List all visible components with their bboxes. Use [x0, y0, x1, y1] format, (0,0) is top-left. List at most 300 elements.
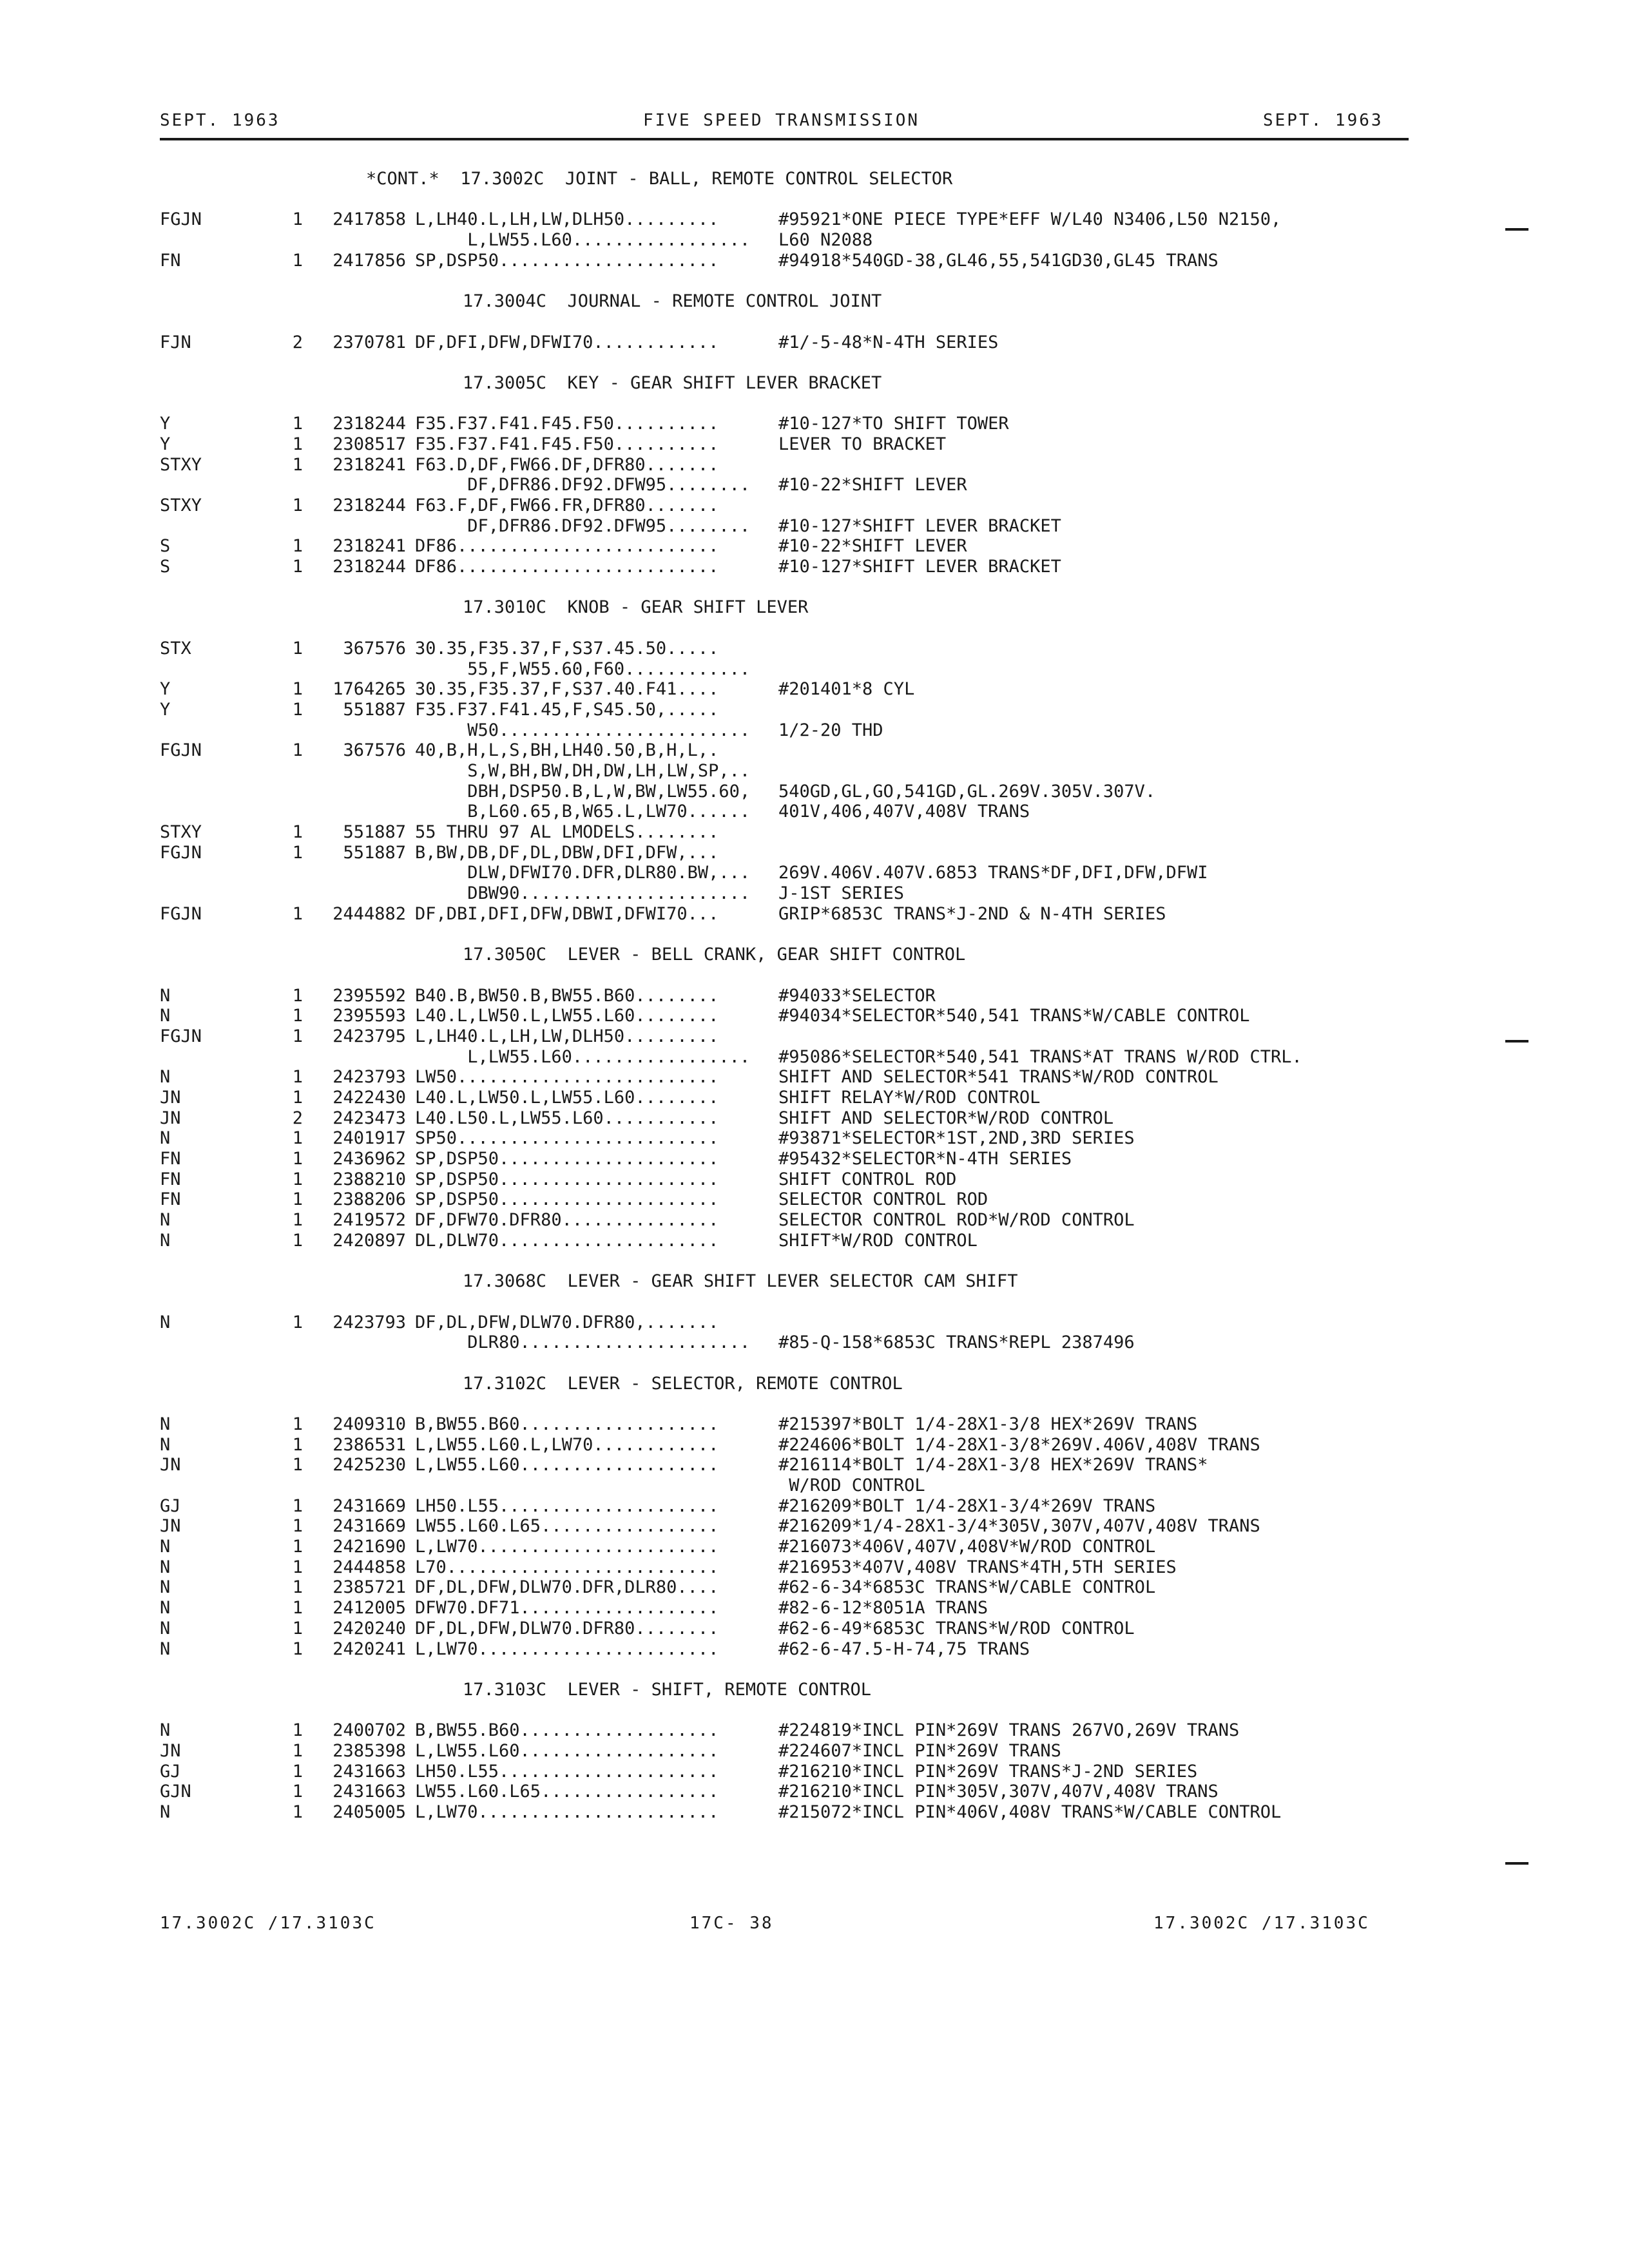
remarks: W/ROD CONTROL — [778, 1475, 925, 1495]
model-code: N — [160, 1618, 171, 1639]
part-number: 2431663 — [333, 1761, 406, 1782]
quantity: 1 — [292, 1026, 303, 1046]
application: F63.D,DF,FW66.DF,DFR80....... — [415, 454, 719, 475]
part-entry — [0, 1149, 1629, 1169]
quantity: 2 — [292, 332, 303, 352]
application: DF86......................... — [415, 536, 719, 557]
model-code: JN — [160, 1108, 181, 1128]
application: F35.F37.F41.45,F,S45.50,..... — [415, 699, 719, 720]
application: B,BW55.B60................... — [415, 1720, 719, 1741]
application: DL,DLW70..................... — [415, 1230, 719, 1251]
application: L,LH40.L,LH,LW,DLH50......... — [415, 1026, 719, 1046]
part-entry — [0, 659, 1629, 680]
section-heading-text: 17.3068C LEVER - GEAR SHIFT LEVER SELECTOR CAM SHIFT — [463, 1271, 1018, 1292]
part-entry — [0, 986, 1629, 1006]
part-entry — [0, 1762, 1629, 1782]
part-number: 2444858 — [333, 1557, 406, 1577]
model-code: JN — [160, 1740, 181, 1761]
quantity: 1 — [292, 1720, 303, 1741]
part-number: 551887 — [343, 699, 406, 720]
part-entry — [0, 802, 1629, 822]
model-code: N — [160, 1006, 171, 1026]
model-code: N — [160, 1802, 171, 1822]
application: L,LW55.L60................. — [415, 1046, 751, 1067]
part-number: 2388210 — [333, 1169, 406, 1189]
application: LW55.L60.L65................. — [415, 1782, 719, 1802]
model-code: FN — [160, 1149, 181, 1169]
part-entry — [0, 822, 1629, 843]
application: DF,DFR86.DF92.DFW95........ — [415, 475, 751, 495]
model-code: Y — [160, 434, 171, 454]
section-heading-text: 17.3010C KNOB - GEAR SHIFT LEVER — [463, 597, 809, 618]
part-number: 2417856 — [333, 250, 406, 271]
margin-mark — [1505, 1040, 1528, 1043]
part-entry — [0, 843, 1629, 863]
remarks: #216210*INCL PIN*305V,307V,407V,408V TRANS — [778, 1782, 1219, 1802]
part-entry — [0, 679, 1629, 700]
application: 30.35,F35.37,F,S37.40.F41.... — [415, 679, 719, 700]
part-number: 2431669 — [333, 1495, 406, 1516]
remarks: #216953*407V,408V TRANS*4TH,5TH SERIES — [778, 1557, 1177, 1577]
quantity: 1 — [292, 1149, 303, 1169]
application: L,LW55.L60................. — [415, 230, 751, 251]
model-code: N — [160, 1210, 171, 1231]
quantity: 1 — [292, 1782, 303, 1802]
part-entry — [0, 1496, 1629, 1517]
part-number: 367576 — [343, 638, 406, 658]
application: DF,DBI,DFI,DFW,DBWI,DFWI70... — [415, 903, 719, 924]
margin-mark — [1505, 1862, 1528, 1865]
model-code: N — [160, 1128, 171, 1149]
quantity: 1 — [292, 1455, 303, 1475]
header-date-right: SEPT. 1963 — [1263, 111, 1383, 130]
model-code: GJ — [160, 1761, 181, 1782]
quantity: 1 — [292, 679, 303, 700]
model-code: N — [160, 985, 171, 1006]
quantity: 1 — [292, 1761, 303, 1782]
header-date-left: SEPT. 1963 — [160, 111, 280, 130]
part-entry — [0, 455, 1629, 476]
part-entry — [0, 1067, 1629, 1088]
application: L,LW55.L60................... — [415, 1740, 719, 1761]
model-code: JN — [160, 1087, 181, 1108]
quantity: 1 — [292, 1210, 303, 1231]
application: L,LW70....................... — [415, 1802, 719, 1822]
part-number: 2386531 — [333, 1434, 406, 1455]
remarks: 540GD,GL,GO,541GD,GL.269V.305V.307V. — [778, 781, 1156, 802]
part-number: 2412005 — [333, 1598, 406, 1619]
remarks: SELECTOR CONTROL ROD — [778, 1189, 988, 1210]
quantity: 1 — [292, 209, 303, 230]
quantity: 1 — [292, 1067, 303, 1088]
application: L40.L,LW50.L,LW55.L60........ — [415, 1006, 719, 1026]
part-number: 2318244 — [333, 495, 406, 515]
remarks: #216210*INCL PIN*269V TRANS*J-2ND SERIES — [778, 1761, 1198, 1782]
part-entry — [0, 434, 1629, 455]
section-continued-title — [0, 169, 1629, 189]
application: 30.35,F35.37,F,S37.45.50..... — [415, 638, 719, 658]
part-entry — [0, 1639, 1629, 1660]
remarks: #224606*BOLT 1/4-28X1-3/8*269V.406V,408V TRANS — [778, 1434, 1260, 1455]
remarks: #10-22*SHIFT LEVER — [778, 536, 967, 557]
model-code: Y — [160, 699, 171, 720]
model-code: FGJN — [160, 740, 202, 761]
model-code: N — [160, 1577, 171, 1598]
application: W50........................ — [415, 720, 751, 740]
model-code: STXY — [160, 822, 202, 842]
part-entry — [0, 1414, 1629, 1435]
quantity: 1 — [292, 1434, 303, 1455]
part-entry — [0, 495, 1629, 516]
part-entry — [0, 1557, 1629, 1578]
section-heading-text: 17.3103C LEVER - SHIFT, REMOTE CONTROL — [463, 1679, 871, 1700]
application: DF,DFR86.DF92.DFW95........ — [415, 515, 751, 536]
remarks: #10-127*TO SHIFT TOWER — [778, 414, 1009, 434]
application: DF,DL,DFW,DLW70.DFR80........ — [415, 1618, 719, 1639]
part-number: 2436962 — [333, 1149, 406, 1169]
part-number: 2395592 — [333, 985, 406, 1006]
remarks: #94033*SELECTOR — [778, 985, 936, 1006]
part-number: 2409310 — [333, 1414, 406, 1434]
blank-line — [0, 352, 1629, 373]
application: 40,B,H,L,S,BH,LH40.50,B,H,L,. — [415, 740, 719, 761]
section-heading-text: 17.3102C LEVER - SELECTOR, REMOTE CONTROL — [463, 1373, 903, 1394]
application: L,LW55.L60.L,LW70............ — [415, 1434, 719, 1455]
part-entry — [0, 230, 1629, 251]
application: SP,DSP50..................... — [415, 1169, 719, 1189]
application: LH50.L55..................... — [415, 1495, 719, 1516]
application: F35.F37.F41.F45.F50.......... — [415, 414, 719, 434]
application: DF,DFW70.DFR80............... — [415, 1210, 719, 1231]
part-entry — [0, 1312, 1629, 1333]
remarks: GRIP*6853C TRANS*J-2ND & N-4TH SERIES — [778, 903, 1166, 924]
application: S,W,BH,BW,DH,DW,LH,LW,SP,.. — [415, 760, 751, 781]
part-number: 2308517 — [333, 434, 406, 454]
model-code: JN — [160, 1516, 181, 1537]
application: SP,DSP50..................... — [415, 1189, 719, 1210]
part-number: 2318244 — [333, 557, 406, 577]
quantity: 2 — [292, 1108, 303, 1128]
blank-line — [0, 1700, 1629, 1721]
model-code: FJN — [160, 332, 191, 352]
model-code: N — [160, 1230, 171, 1251]
section-title — [0, 945, 1629, 965]
part-entry — [0, 1455, 1629, 1475]
model-code: N — [160, 1312, 171, 1332]
remarks: #94918*540GD-38,GL46,55,541GD30,GL45 TRANS — [778, 250, 1219, 271]
part-entry — [0, 883, 1629, 904]
section-heading-text: 17.3050C LEVER - BELL CRANK, GEAR SHIFT CONTROL — [463, 945, 966, 965]
parts-list — [0, 169, 1629, 1823]
quantity: 1 — [292, 434, 303, 454]
part-entry — [0, 1475, 1629, 1496]
remarks: #62-6-49*6853C TRANS*W/ROD CONTROL — [778, 1618, 1135, 1639]
part-entry — [0, 1435, 1629, 1456]
part-number: 551887 — [343, 842, 406, 863]
remarks: #85-Q-158*6853C TRANS*REPL 2387496 — [778, 1332, 1135, 1353]
application: B,BW55.B60................... — [415, 1414, 719, 1434]
part-entry — [0, 1128, 1629, 1149]
remarks: #95432*SELECTOR*N-4TH SERIES — [778, 1149, 1072, 1169]
remarks: #1/-5-48*N-4TH SERIES — [778, 332, 999, 352]
quantity: 1 — [292, 414, 303, 434]
remarks: #216209*BOLT 1/4-28X1-3/4*269V TRANS — [778, 1495, 1156, 1516]
quantity: 1 — [292, 1557, 303, 1577]
remarks: 401V,406,407V,408V TRANS — [778, 802, 1030, 822]
section-heading-text: 17.3005C KEY - GEAR SHIFT LEVER BRACKET — [463, 372, 882, 393]
model-code: N — [160, 1598, 171, 1619]
part-entry — [0, 863, 1629, 883]
quantity: 1 — [292, 1414, 303, 1434]
part-number: 2401917 — [333, 1128, 406, 1149]
blank-line — [0, 1292, 1629, 1312]
section-title — [0, 291, 1629, 312]
model-code: GJ — [160, 1495, 181, 1516]
quantity: 1 — [292, 250, 303, 271]
section-title — [0, 1374, 1629, 1394]
application: B,BW,DB,DF,DL,DBW,DFI,DFW,... — [415, 842, 719, 863]
application: DLR80...................... — [415, 1332, 751, 1353]
part-entry — [0, 516, 1629, 537]
model-code: Y — [160, 679, 171, 700]
remarks: #62-6-34*6853C TRANS*W/CABLE CONTROL — [778, 1577, 1156, 1598]
part-number: 2420240 — [333, 1618, 406, 1639]
model-code: FN — [160, 1189, 181, 1210]
quantity: 1 — [292, 1618, 303, 1639]
part-entry — [0, 1802, 1629, 1823]
quantity: 1 — [292, 557, 303, 577]
part-entry — [0, 1231, 1629, 1251]
application: DLW,DFWI70.DFR,DLR80.BW,... — [415, 863, 751, 883]
remarks: #95921*ONE PIECE TYPE*EFF W/L40 N3406,L50 N2150, — [778, 209, 1282, 230]
quantity: 1 — [292, 1006, 303, 1026]
section-title — [0, 1271, 1629, 1292]
quantity: 1 — [292, 740, 303, 761]
remarks: SHIFT RELAY*W/ROD CONTROL — [778, 1087, 1041, 1108]
blank-line — [0, 312, 1629, 332]
remarks: #10-22*SHIFT LEVER — [778, 475, 967, 495]
model-code: S — [160, 536, 171, 557]
part-number: 2431663 — [333, 1782, 406, 1802]
part-number: 2423793 — [333, 1067, 406, 1088]
part-entry — [0, 536, 1629, 557]
model-code: FN — [160, 250, 181, 271]
model-code: Y — [160, 414, 171, 434]
part-entry — [0, 639, 1629, 659]
quantity: 1 — [292, 1537, 303, 1557]
part-number: 2444882 — [333, 903, 406, 924]
quantity: 1 — [292, 1598, 303, 1619]
application: LH50.L55..................... — [415, 1761, 719, 1782]
part-number: 2419572 — [333, 1210, 406, 1231]
part-entry — [0, 720, 1629, 741]
model-code: N — [160, 1639, 171, 1659]
part-number: 367576 — [343, 740, 406, 761]
quantity: 1 — [292, 1312, 303, 1332]
quantity: 1 — [292, 1639, 303, 1659]
application: DFW70.DF71................... — [415, 1598, 719, 1619]
model-code: STXY — [160, 495, 202, 515]
part-number: 2385398 — [333, 1740, 406, 1761]
blank-line — [0, 1659, 1629, 1680]
application: B40.B,BW50.B,BW55.B60........ — [415, 985, 719, 1006]
application: DF,DL,DFW,DLW70.DFR,DLR80.... — [415, 1577, 719, 1598]
part-entry — [0, 782, 1629, 802]
remarks: #216114*BOLT 1/4-28X1-3/8 HEX*269V TRANS* — [778, 1455, 1208, 1475]
section-heading-text: *CONT.* 17.3002C JOINT - BALL, REMOTE CONTROL SELECTOR — [366, 169, 953, 189]
remarks: SHIFT AND SELECTOR*W/ROD CONTROL — [778, 1108, 1114, 1128]
part-entry — [0, 761, 1629, 782]
remarks: SHIFT AND SELECTOR*541 TRANS*W/ROD CONTROL — [778, 1067, 1219, 1088]
part-number: 2420241 — [333, 1639, 406, 1659]
part-number: 2422430 — [333, 1087, 406, 1108]
part-entry — [0, 1189, 1629, 1210]
model-code: FGJN — [160, 842, 202, 863]
part-entry — [0, 740, 1629, 761]
quantity: 1 — [292, 1230, 303, 1251]
part-entry — [0, 1516, 1629, 1537]
remarks: #94034*SELECTOR*540,541 TRANS*W/CABLE CONTROL — [778, 1006, 1250, 1026]
section-title — [0, 1680, 1629, 1700]
remarks: #93871*SELECTOR*1ST,2ND,3RD SERIES — [778, 1128, 1135, 1149]
part-entry — [0, 904, 1629, 925]
application: L,LW55.L60................... — [415, 1455, 719, 1475]
part-number: 2423795 — [333, 1026, 406, 1046]
application: DBW90...................... — [415, 883, 751, 904]
model-code: N — [160, 1557, 171, 1577]
part-number: 2431669 — [333, 1516, 406, 1537]
model-code: FN — [160, 1169, 181, 1189]
application: SP,DSP50..................... — [415, 250, 719, 271]
model-code: GJN — [160, 1782, 191, 1802]
remarks: SHIFT*W/ROD CONTROL — [778, 1230, 978, 1251]
section-title — [0, 373, 1629, 394]
part-entry — [0, 700, 1629, 720]
quantity: 1 — [292, 454, 303, 475]
remarks: SELECTOR CONTROL ROD*W/ROD CONTROL — [778, 1210, 1135, 1231]
model-code: JN — [160, 1455, 181, 1475]
quantity: 1 — [292, 638, 303, 658]
part-number: 2405005 — [333, 1802, 406, 1822]
quantity: 1 — [292, 1802, 303, 1822]
remarks: 1/2-20 THD — [778, 720, 883, 740]
remarks: #82-6-12*8051A TRANS — [778, 1598, 988, 1619]
application: L,LW70....................... — [415, 1537, 719, 1557]
part-number: 2421690 — [333, 1537, 406, 1557]
margin-mark — [1505, 228, 1528, 231]
remarks: LEVER TO BRACKET — [778, 434, 947, 454]
part-entry — [0, 557, 1629, 577]
remarks: #10-127*SHIFT LEVER BRACKET — [778, 515, 1061, 536]
remarks: #224819*INCL PIN*269V TRANS 267VO,269V TRANS — [778, 1720, 1240, 1741]
part-number: 2385721 — [333, 1577, 406, 1598]
blank-line — [0, 271, 1629, 291]
quantity: 1 — [292, 1740, 303, 1761]
quantity: 1 — [292, 1189, 303, 1210]
blank-line — [0, 1251, 1629, 1271]
blank-line — [0, 618, 1629, 639]
model-code: STXY — [160, 454, 202, 475]
quantity: 1 — [292, 495, 303, 515]
blank-line — [0, 1353, 1629, 1374]
application: DF86......................... — [415, 557, 719, 577]
remarks: #62-6-47.5-H-74,75 TRANS — [778, 1639, 1030, 1659]
model-code: STX — [160, 638, 191, 658]
part-number: 2420897 — [333, 1230, 406, 1251]
blank-line — [0, 1394, 1629, 1414]
part-entry — [0, 1741, 1629, 1762]
part-entry — [0, 1598, 1629, 1619]
application: DBH,DSP50.B,L,W,BW,LW55.60, — [415, 781, 751, 802]
quantity: 1 — [292, 985, 303, 1006]
section-title — [0, 597, 1629, 618]
model-code: N — [160, 1537, 171, 1557]
model-code: N — [160, 1720, 171, 1741]
blank-line — [0, 394, 1629, 414]
part-entry — [0, 1720, 1629, 1741]
part-entry — [0, 475, 1629, 495]
application: F35.F37.F41.F45.F50.......... — [415, 434, 719, 454]
application: L,LH40.L,LH,LW,DLH50......... — [415, 209, 719, 230]
blank-line — [0, 965, 1629, 986]
part-number: 2370781 — [333, 332, 406, 352]
application: DF,DFI,DFW,DFWI70............ — [415, 332, 719, 352]
part-number: 2388206 — [333, 1189, 406, 1210]
application: L,LW70....................... — [415, 1639, 719, 1659]
remarks: J-1ST SERIES — [778, 883, 905, 904]
model-code: N — [160, 1067, 171, 1088]
quantity: 1 — [292, 1495, 303, 1516]
part-entry — [0, 1088, 1629, 1108]
remarks: #10-127*SHIFT LEVER BRACKET — [778, 557, 1061, 577]
header-title: FIVE SPEED TRANSMISSION — [643, 111, 920, 130]
part-entry — [0, 1108, 1629, 1129]
quantity: 1 — [292, 1169, 303, 1189]
remarks: #95086*SELECTOR*540,541 TRANS*AT TRANS W/ROD CTRL. — [778, 1046, 1302, 1067]
footer-range-right: 17.3002C /17.3103C — [1153, 1914, 1370, 1933]
quantity: 1 — [292, 1128, 303, 1149]
quantity: 1 — [292, 1087, 303, 1108]
remarks: L60 N2088 — [778, 230, 873, 251]
part-entry — [0, 1006, 1629, 1026]
part-entry — [0, 1577, 1629, 1598]
remarks: SHIFT CONTROL ROD — [778, 1169, 957, 1189]
part-entry — [0, 1169, 1629, 1190]
part-number: 2318241 — [333, 454, 406, 475]
quantity: 1 — [292, 842, 303, 863]
footer-page-number: 17C- 38 — [689, 1914, 774, 1933]
application: SP50......................... — [415, 1128, 719, 1149]
part-number: 2318241 — [333, 536, 406, 557]
part-number: 2395593 — [333, 1006, 406, 1026]
model-code: FGJN — [160, 903, 202, 924]
application: B,L60.65,B,W65.L,LW70...... — [415, 802, 751, 822]
section-heading-text: 17.3004C JOURNAL - REMOTE CONTROL JOINT — [463, 291, 882, 312]
application: L40.L,LW50.L,LW55.L60........ — [415, 1087, 719, 1108]
part-entry — [0, 1047, 1629, 1068]
model-code: S — [160, 557, 171, 577]
application: DF,DL,DFW,DLW70.DFR80,....... — [415, 1312, 719, 1332]
remarks: #216209*1/4-28X1-3/4*305V,307V,407V,408V TRANS — [778, 1516, 1260, 1537]
quantity: 1 — [292, 822, 303, 842]
remarks: #215072*INCL PIN*406V,408V TRANS*W/CABLE CONTROL — [778, 1802, 1282, 1822]
header-rule — [160, 138, 1409, 140]
model-code: FGJN — [160, 1026, 202, 1046]
application: L40.L50.L,LW55.L60........... — [415, 1108, 719, 1128]
part-entry — [0, 209, 1629, 230]
part-number: 2417858 — [333, 209, 406, 230]
remarks: #215397*BOLT 1/4-28X1-3/8 HEX*269V TRANS — [778, 1414, 1198, 1434]
